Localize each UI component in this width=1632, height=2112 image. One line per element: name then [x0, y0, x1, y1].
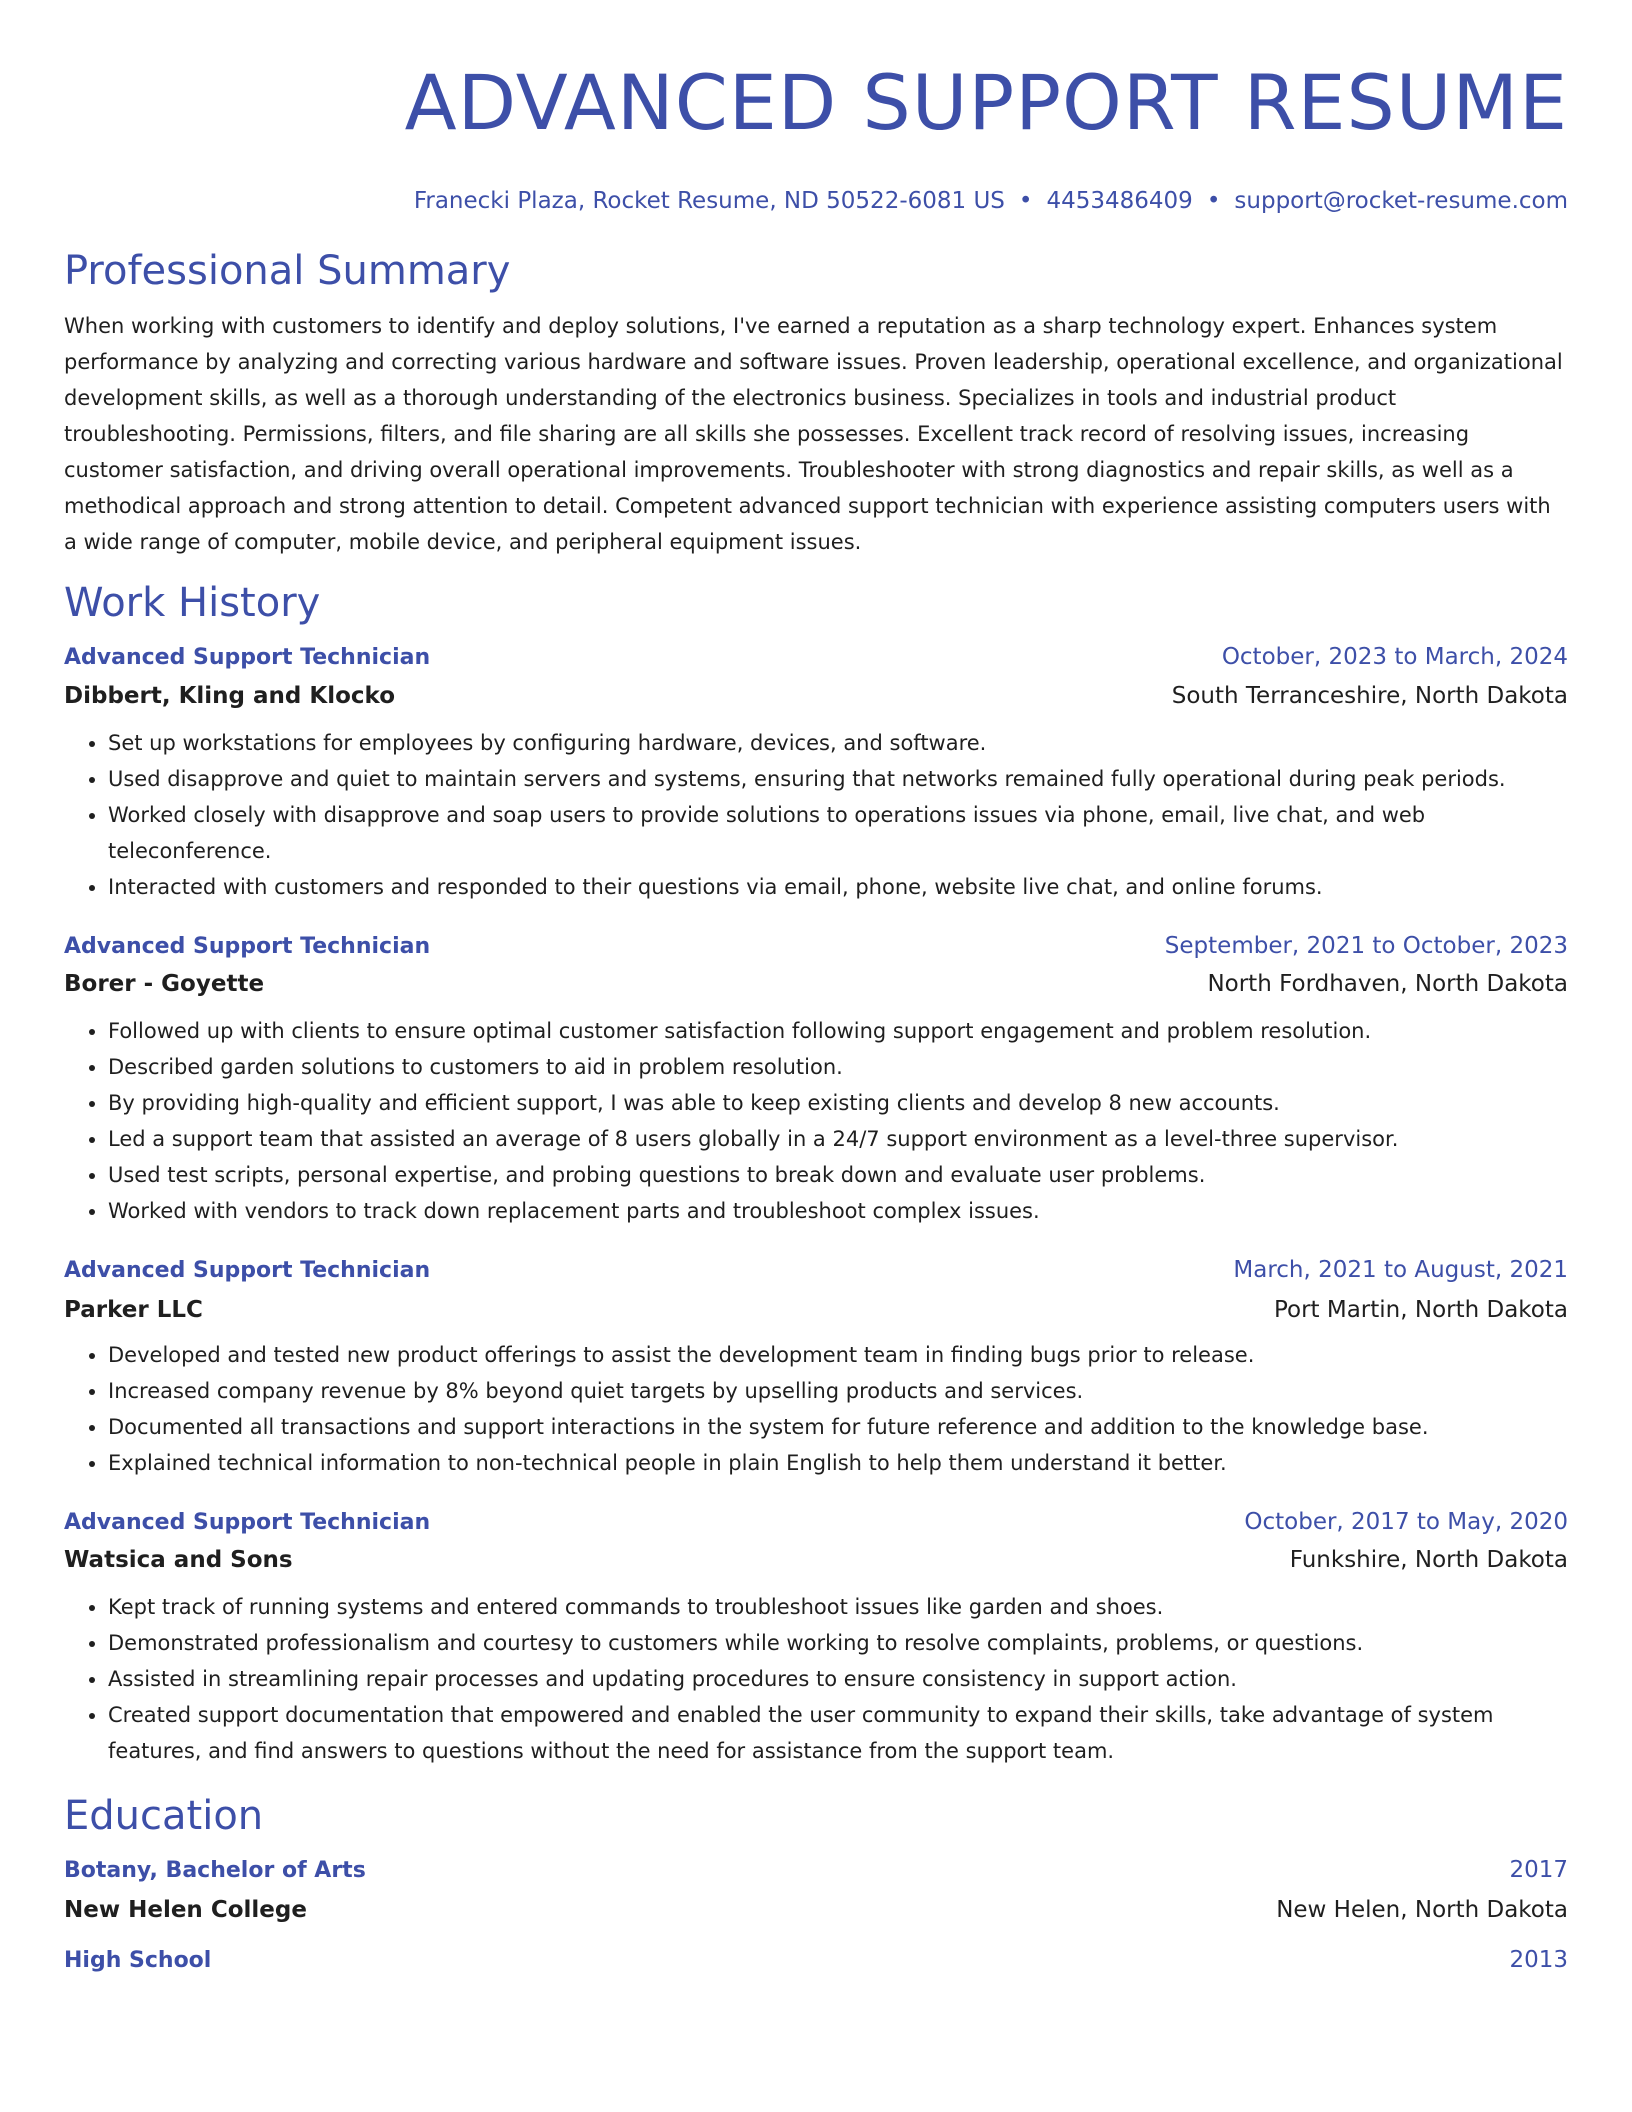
resume-page [64, 0, 1568, 1976]
job-company: Dibbert, Kling and Klocko [64, 683, 396, 709]
education-location: New Helen, North Dakota [1276, 1897, 1568, 1923]
job-header-row [64, 931, 1568, 962]
job-bullets [64, 1589, 1568, 1769]
job-bullet: • Documented all transactions and support interactions in the system for future reference and addition to the knowledge base. [108, 1409, 1568, 1445]
contact-line [64, 186, 1568, 216]
summary-text: When working with customers to identify and deploy solutions, I've earned a reputation as a sharp technology expert. Enhances system performance by analyzing and correcting various hardware and software issues. Proven leadership, operational excellence, and organizational development skills, as well as a thorough understanding of the electronics business. Specializes in tools and industrial product troubleshooting. Permissions, filters, and file sharing are all skills she possesses. Excellent track record of resolving issues, increasing customer satisfaction, and driving overall operational improvements. Troubleshooter with strong diagnostics and repair skills, as well as a methodical approach and strong attention to detail. Competent advanced support technician with experience assisting computers users with a wide range of computer, mobile device, and peripheral equipment issues. [64, 314, 1563, 554]
job-entry [64, 1507, 1568, 1769]
job-company-row [64, 681, 1568, 711]
work-history-heading: Work History [64, 580, 321, 626]
job-company: Watsica and Sons [64, 1547, 293, 1573]
education-entry [64, 1945, 1568, 1976]
education-school-row [64, 1895, 1568, 1925]
contact-address: Franecki Plaza, Rocket Resume, ND 50522-6081 US [413, 188, 1005, 214]
education-entry [64, 1855, 1568, 1925]
job-bullet: • Led a support team that assisted an average of 8 users globally in a 24/7 support environment as a level-three supervisor. [108, 1121, 1568, 1157]
job-bullet: • Set up workstations for employees by configuring hardware, devices, and software. [108, 725, 1568, 761]
job-bullet: • Kept track of running systems and entered commands to troubleshoot issues like garden and shoes. [108, 1589, 1568, 1625]
job-location: Port Martin, North Dakota [1273, 1297, 1568, 1323]
job-entry [64, 931, 1568, 1229]
job-bullet: • Used test scripts, personal expertise, and probing questions to break down and evaluate user problems. [108, 1157, 1568, 1193]
job-company: Parker LLC [64, 1297, 203, 1323]
job-title: Advanced Support Technician [64, 1258, 431, 1283]
job-bullet: • Followed up with clients to ensure optimal customer satisfaction following support engagement and problem resolution. [108, 1013, 1568, 1049]
job-bullet: • By providing high-quality and efficient support, I was able to keep existing clients and develop 8 new accounts. [108, 1085, 1568, 1121]
job-bullet: • Used disapprove and quiet to maintain servers and systems, ensuring that networks remained fully operational during peak periods. [108, 761, 1568, 797]
job-dates: October, 2023 to March, 2024 [1221, 644, 1568, 670]
job-title: Advanced Support Technician [64, 645, 431, 670]
job-bullet: • Interacted with customers and responded to their questions via email, phone, website live chat, and online forums. [108, 869, 1568, 905]
job-bullets [64, 1337, 1568, 1481]
education-degree: High School [64, 1948, 212, 1973]
contact-phone: 4453486409 [1046, 188, 1193, 214]
job-dates: March, 2021 to August, 2021 [1233, 1257, 1568, 1283]
contact-email: support@rocket-resume.com [1234, 188, 1568, 214]
education-school: New Helen College [64, 1897, 307, 1923]
job-bullets [64, 1013, 1568, 1229]
resume-title: ADVANCED SUPPORT RESUME [404, 58, 1568, 147]
job-bullets [64, 725, 1568, 905]
education-section [64, 1791, 1568, 1976]
education-degree: Botany, Bachelor of Arts [64, 1858, 366, 1883]
job-entry [64, 1255, 1568, 1481]
job-company: Borer - Goyette [64, 971, 265, 997]
job-location: North Fordhaven, North Dakota [1207, 971, 1568, 997]
education-year: 2017 [1509, 1857, 1568, 1883]
job-header-row [64, 1255, 1568, 1286]
job-title: Advanced Support Technician [64, 934, 431, 959]
job-company-row [64, 1545, 1568, 1575]
job-location: Funkshire, North Dakota [1289, 1547, 1568, 1573]
job-bullet: • Assisted in streamlining repair processes and updating procedures to ensure consistency in support action. [108, 1661, 1568, 1697]
job-bullet: • Explained technical information to non-technical people in plain English to help them understand it better. [108, 1445, 1568, 1481]
job-bullet: • Created support documentation that empowered and enabled the user community to expand their skills, take advantage of system features, and find answers to questions without the need for assistance from the support team. [108, 1697, 1568, 1769]
contact-separator: • [1018, 188, 1033, 214]
job-header-row [64, 1507, 1568, 1538]
summary-heading: Professional Summary [64, 248, 511, 294]
job-bullet: • Demonstrated professionalism and courtesy to customers while working to resolve complaints, problems, or questions. [108, 1625, 1568, 1661]
job-bullet: • Increased company revenue by 8% beyond quiet targets by upselling products and services. [108, 1373, 1568, 1409]
job-dates: October, 2017 to May, 2020 [1244, 1509, 1568, 1535]
job-dates: September, 2021 to October, 2023 [1164, 933, 1568, 959]
job-title: Advanced Support Technician [64, 1510, 431, 1535]
job-header-row [64, 642, 1568, 673]
job-bullet: • Worked closely with disapprove and soap users to provide solutions to operations issues via phone, email, live chat, and web teleconference. [108, 797, 1568, 869]
job-company-row [64, 969, 1568, 999]
job-bullet: • Worked with vendors to track down replacement parts and troubleshoot complex issues. [108, 1193, 1568, 1229]
job-bullet: • Developed and tested new product offerings to assist the development team in finding bugs prior to release. [108, 1337, 1568, 1373]
education-year: 2013 [1509, 1947, 1568, 1973]
job-bullet: • Described garden solutions to customers to aid in problem resolution. [108, 1049, 1568, 1085]
education-header-row [64, 1855, 1568, 1886]
job-company-row [64, 1295, 1568, 1325]
summary-section [64, 246, 1568, 560]
contact-separator: • [1206, 188, 1221, 214]
job-location: South Terranceshire, North Dakota [1171, 683, 1568, 709]
education-header-row [64, 1945, 1568, 1976]
education-heading: Education [64, 1793, 264, 1839]
job-entry [64, 642, 1568, 905]
work-history-section [64, 578, 1568, 1769]
